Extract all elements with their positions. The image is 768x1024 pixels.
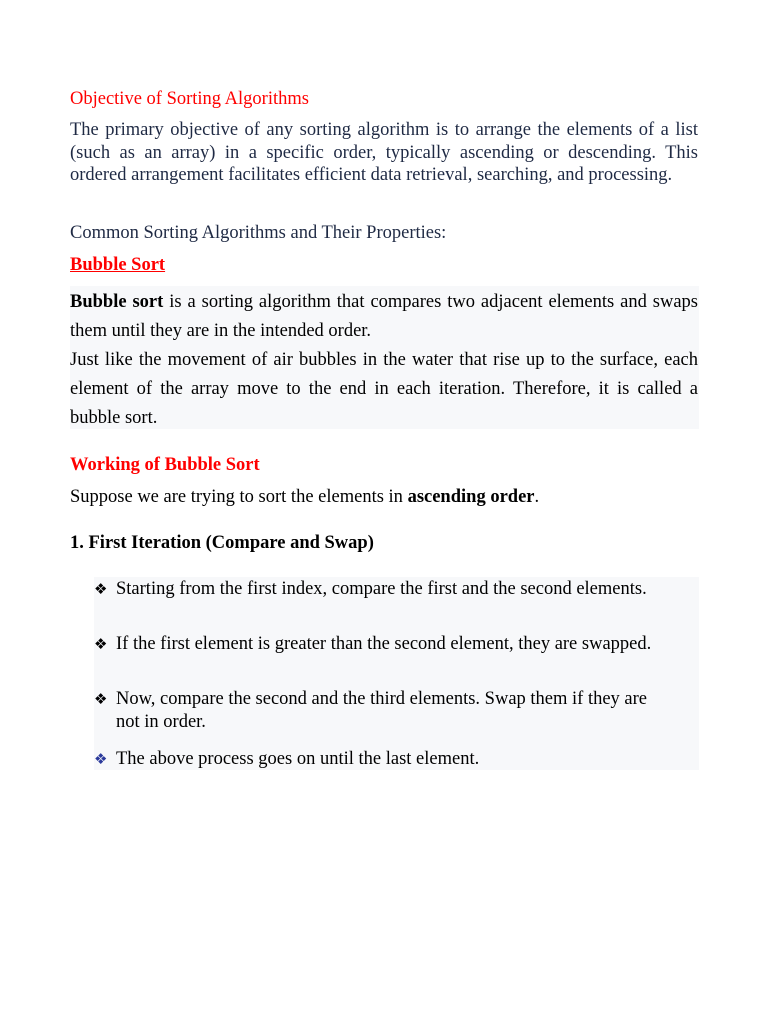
diamond-bullet-icon: ❖ bbox=[94, 635, 108, 653]
diamond-bullet-icon: ❖ bbox=[94, 580, 108, 598]
step-item bbox=[94, 578, 674, 601]
diamond-bullet-icon: ❖ bbox=[94, 750, 108, 768]
bubble-sort-heading: Bubble Sort bbox=[70, 255, 166, 275]
first-iteration-heading: 1. First Iteration (Compare and Swap) bbox=[70, 533, 374, 553]
suppose-line bbox=[70, 486, 698, 508]
step-text: Now, compare the second and the third elements. Swap them if they are not in order. bbox=[116, 689, 648, 732]
bubble-desc-text: is a sorting algorithm that compares two adjacent elements and swaps them until they are in the intended order. bbox=[70, 292, 698, 341]
suppose-prefix: Suppose we are trying to sort the elements in bbox=[70, 487, 408, 507]
common-algorithms-heading: Common Sorting Algorithms and Their Properties: bbox=[70, 223, 447, 243]
step-text: Starting from the first index, compare the first and the second elements. bbox=[116, 579, 647, 599]
bubble-desc-paragraph-1 bbox=[70, 288, 698, 346]
bubble-desc-paragraph-2: Just like the movement of air bubbles in the water that rise up to the surface, each element of the array move to the end in each iteration. Therefore, it is called a bubble sort. bbox=[70, 350, 698, 428]
step-text: If the first element is greater than the second element, they are swapped. bbox=[116, 634, 652, 654]
suppose-bold: ascending order bbox=[407, 487, 535, 507]
step-item bbox=[94, 633, 674, 656]
step-item bbox=[94, 748, 674, 771]
diamond-bullet-icon: ❖ bbox=[94, 690, 108, 708]
bubble-sort-description bbox=[70, 288, 698, 433]
working-heading: Working of Bubble Sort bbox=[70, 455, 260, 475]
suppose-suffix: . bbox=[534, 487, 540, 507]
step-item bbox=[94, 688, 674, 734]
objective-paragraph: The primary objective of any sorting algorithm is to arrange the elements of a list (such as an array) in a specific order, typically ascending or descending. This ordered arrangement facilitates efficient data retrieval, searching, and processing. bbox=[70, 120, 698, 185]
steps-background bbox=[94, 577, 699, 770]
objective-title: Objective of Sorting Algorithms bbox=[70, 89, 309, 109]
bubble-desc-bold-term: Bubble sort bbox=[70, 292, 164, 312]
step-text: The above process goes on until the last element. bbox=[116, 749, 480, 769]
